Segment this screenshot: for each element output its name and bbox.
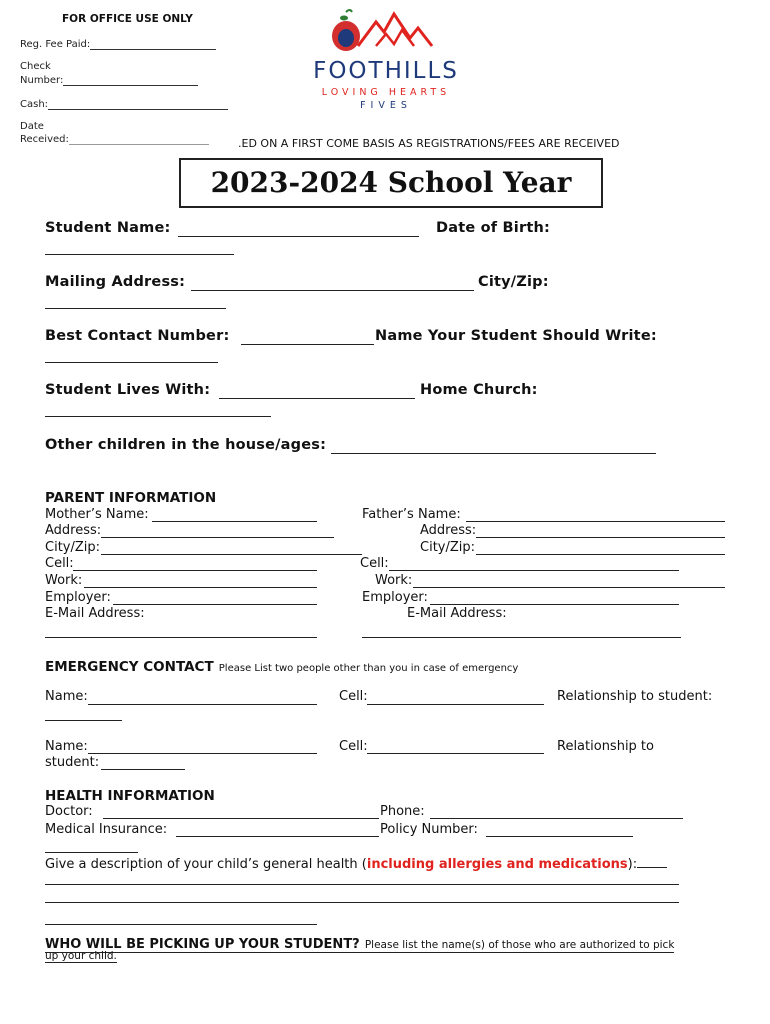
mother-email-label: E-Mail Address: xyxy=(45,606,145,621)
father-employer-label: Employer: xyxy=(362,590,428,605)
mother-name-label: Mother’s Name: xyxy=(45,507,149,522)
policy-field-cont[interactable] xyxy=(45,852,138,853)
pickup-row xyxy=(45,933,674,953)
emergency-name-label-2: Name: xyxy=(45,739,88,754)
cash-line xyxy=(20,98,228,110)
father-name-field[interactable] xyxy=(466,521,725,522)
write-name-field[interactable] xyxy=(45,362,218,363)
mother-cityzip-field[interactable] xyxy=(101,554,362,555)
cash-label: Cash: xyxy=(20,99,49,110)
write-name-label: Name Your Student Should Write: xyxy=(375,328,657,344)
reg-fee-field[interactable] xyxy=(90,38,216,50)
date-received-label: Received: xyxy=(20,134,69,145)
father-cell-label: Cell: xyxy=(360,556,389,571)
emergency-cell-field-1[interactable] xyxy=(367,704,544,705)
mailing-address-field[interactable] xyxy=(191,290,474,291)
emergency-cell-label-1: Cell: xyxy=(339,689,368,704)
health-desc-line-2[interactable] xyxy=(45,902,679,903)
health-desc-post: ): xyxy=(627,857,638,872)
mother-cell-label: Cell: xyxy=(45,556,74,571)
emergency-student-label-2: student: xyxy=(45,755,100,770)
dob-label: Date of Birth: xyxy=(436,220,550,236)
cityzip-field[interactable] xyxy=(45,308,226,309)
check-number-label: Number: xyxy=(20,75,64,86)
emergency-relationship-field-1[interactable] xyxy=(45,720,122,721)
date-label-1: Date xyxy=(20,121,44,132)
emergency-name-field-2[interactable] xyxy=(88,753,317,754)
cash-field[interactable] xyxy=(48,98,228,110)
health-description-label xyxy=(45,855,667,872)
mother-employer-field[interactable] xyxy=(113,604,317,605)
father-address-label: Address: xyxy=(420,523,477,538)
policy-label: Policy Number: xyxy=(380,822,478,837)
mother-cell-field[interactable] xyxy=(73,570,317,571)
father-cell-field[interactable] xyxy=(389,570,679,571)
mother-cityzip-label: City/Zip: xyxy=(45,540,101,555)
lives-with-field[interactable] xyxy=(219,398,415,399)
emergency-relationship-label-2: Relationship to xyxy=(557,739,654,754)
contact-number-field[interactable] xyxy=(241,344,374,345)
health-desc-line-3[interactable] xyxy=(45,924,317,925)
health-desc-tail[interactable] xyxy=(637,855,667,868)
emergency-cell-label-2: Cell: xyxy=(339,739,368,754)
father-address-field[interactable] xyxy=(476,537,725,538)
health-desc-pre: Give a description of your child’s general health ( xyxy=(45,857,367,872)
mother-employer-label: Employer: xyxy=(45,590,111,605)
check-number-field[interactable] xyxy=(63,74,198,86)
logo-tagline: LOVING HEARTS xyxy=(321,87,451,98)
health-info-heading: HEALTH INFORMATION xyxy=(45,788,215,804)
father-email-field[interactable] xyxy=(362,637,681,638)
pickup-note: Please list the name(s) of those who are authorized to pick xyxy=(364,939,675,951)
emergency-relationship-label-1: Relationship to student: xyxy=(557,689,713,704)
mother-name-field[interactable] xyxy=(152,521,317,522)
emergency-relationship-field-2[interactable] xyxy=(101,769,185,770)
insurance-field[interactable] xyxy=(176,836,379,837)
doctor-label: Doctor: xyxy=(45,804,93,819)
mother-work-field[interactable] xyxy=(84,587,317,588)
policy-field[interactable] xyxy=(486,836,633,837)
pickup-note-2: up your child. xyxy=(45,950,117,962)
student-name-field[interactable] xyxy=(178,236,419,237)
pickup-heading: WHO WILL BE PICKING UP YOUR STUDENT? xyxy=(45,937,360,952)
home-church-field[interactable] xyxy=(45,416,271,417)
school-year-title: 2023-2024 School Year xyxy=(179,158,603,208)
emergency-note: Please List two people other than you in case of emergency xyxy=(218,663,519,674)
logo-tagline-2: FIVES xyxy=(360,100,412,111)
date-received-field[interactable] xyxy=(69,133,209,145)
emergency-name-field-1[interactable] xyxy=(88,704,317,705)
mother-address-label: Address: xyxy=(45,523,102,538)
first-come-notice: .ED ON A FIRST COME BASIS AS REGISTRATIONS/FEES ARE RECEIVED xyxy=(238,137,620,150)
father-employer-field[interactable] xyxy=(430,604,679,605)
date-received-line xyxy=(20,133,209,145)
emergency-heading-row xyxy=(45,656,518,675)
check-number-line xyxy=(20,74,198,86)
lives-with-label: Student Lives With: xyxy=(45,382,211,398)
father-cityzip-field[interactable] xyxy=(476,554,725,555)
phone-field[interactable] xyxy=(430,818,683,819)
father-cityzip-label: City/Zip: xyxy=(420,540,476,555)
student-name-label: Student Name: xyxy=(45,220,171,236)
mother-work-label: Work: xyxy=(45,573,83,588)
father-work-field[interactable] xyxy=(413,587,725,588)
mother-email-field[interactable] xyxy=(45,637,317,638)
emergency-cell-field-2[interactable] xyxy=(367,753,544,754)
other-children-label: Other children in the house/ages: xyxy=(45,437,327,453)
father-name-label: Father’s Name: xyxy=(362,507,461,522)
contact-number-label: Best Contact Number: xyxy=(45,328,230,344)
father-work-label: Work: xyxy=(375,573,413,588)
mother-address-field[interactable] xyxy=(101,537,334,538)
insurance-label: Medical Insurance: xyxy=(45,822,168,837)
home-church-label: Home Church: xyxy=(420,382,538,398)
doctor-field[interactable] xyxy=(103,818,379,819)
office-use-title: FOR OFFICE USE ONLY xyxy=(62,13,193,25)
reg-fee-line xyxy=(20,38,216,50)
other-children-field[interactable] xyxy=(331,453,656,454)
logo-name: FOOTHILLS xyxy=(313,58,459,84)
phone-label: Phone: xyxy=(380,804,425,819)
mailing-address-label: Mailing Address: xyxy=(45,274,186,290)
dob-field[interactable] xyxy=(45,254,234,255)
father-email-label: E-Mail Address: xyxy=(407,606,507,621)
reg-fee-label: Reg. Fee Paid: xyxy=(20,39,91,50)
cityzip-label: City/Zip: xyxy=(478,274,549,290)
emergency-heading: EMERGENCY CONTACT xyxy=(45,659,214,675)
allergies-highlight: including allergies and medications xyxy=(366,857,628,872)
health-desc-line-1[interactable] xyxy=(45,884,679,885)
emergency-name-label-1: Name: xyxy=(45,689,88,704)
check-label-1: Check xyxy=(20,61,51,72)
parent-info-heading: PARENT INFORMATION xyxy=(45,490,217,506)
